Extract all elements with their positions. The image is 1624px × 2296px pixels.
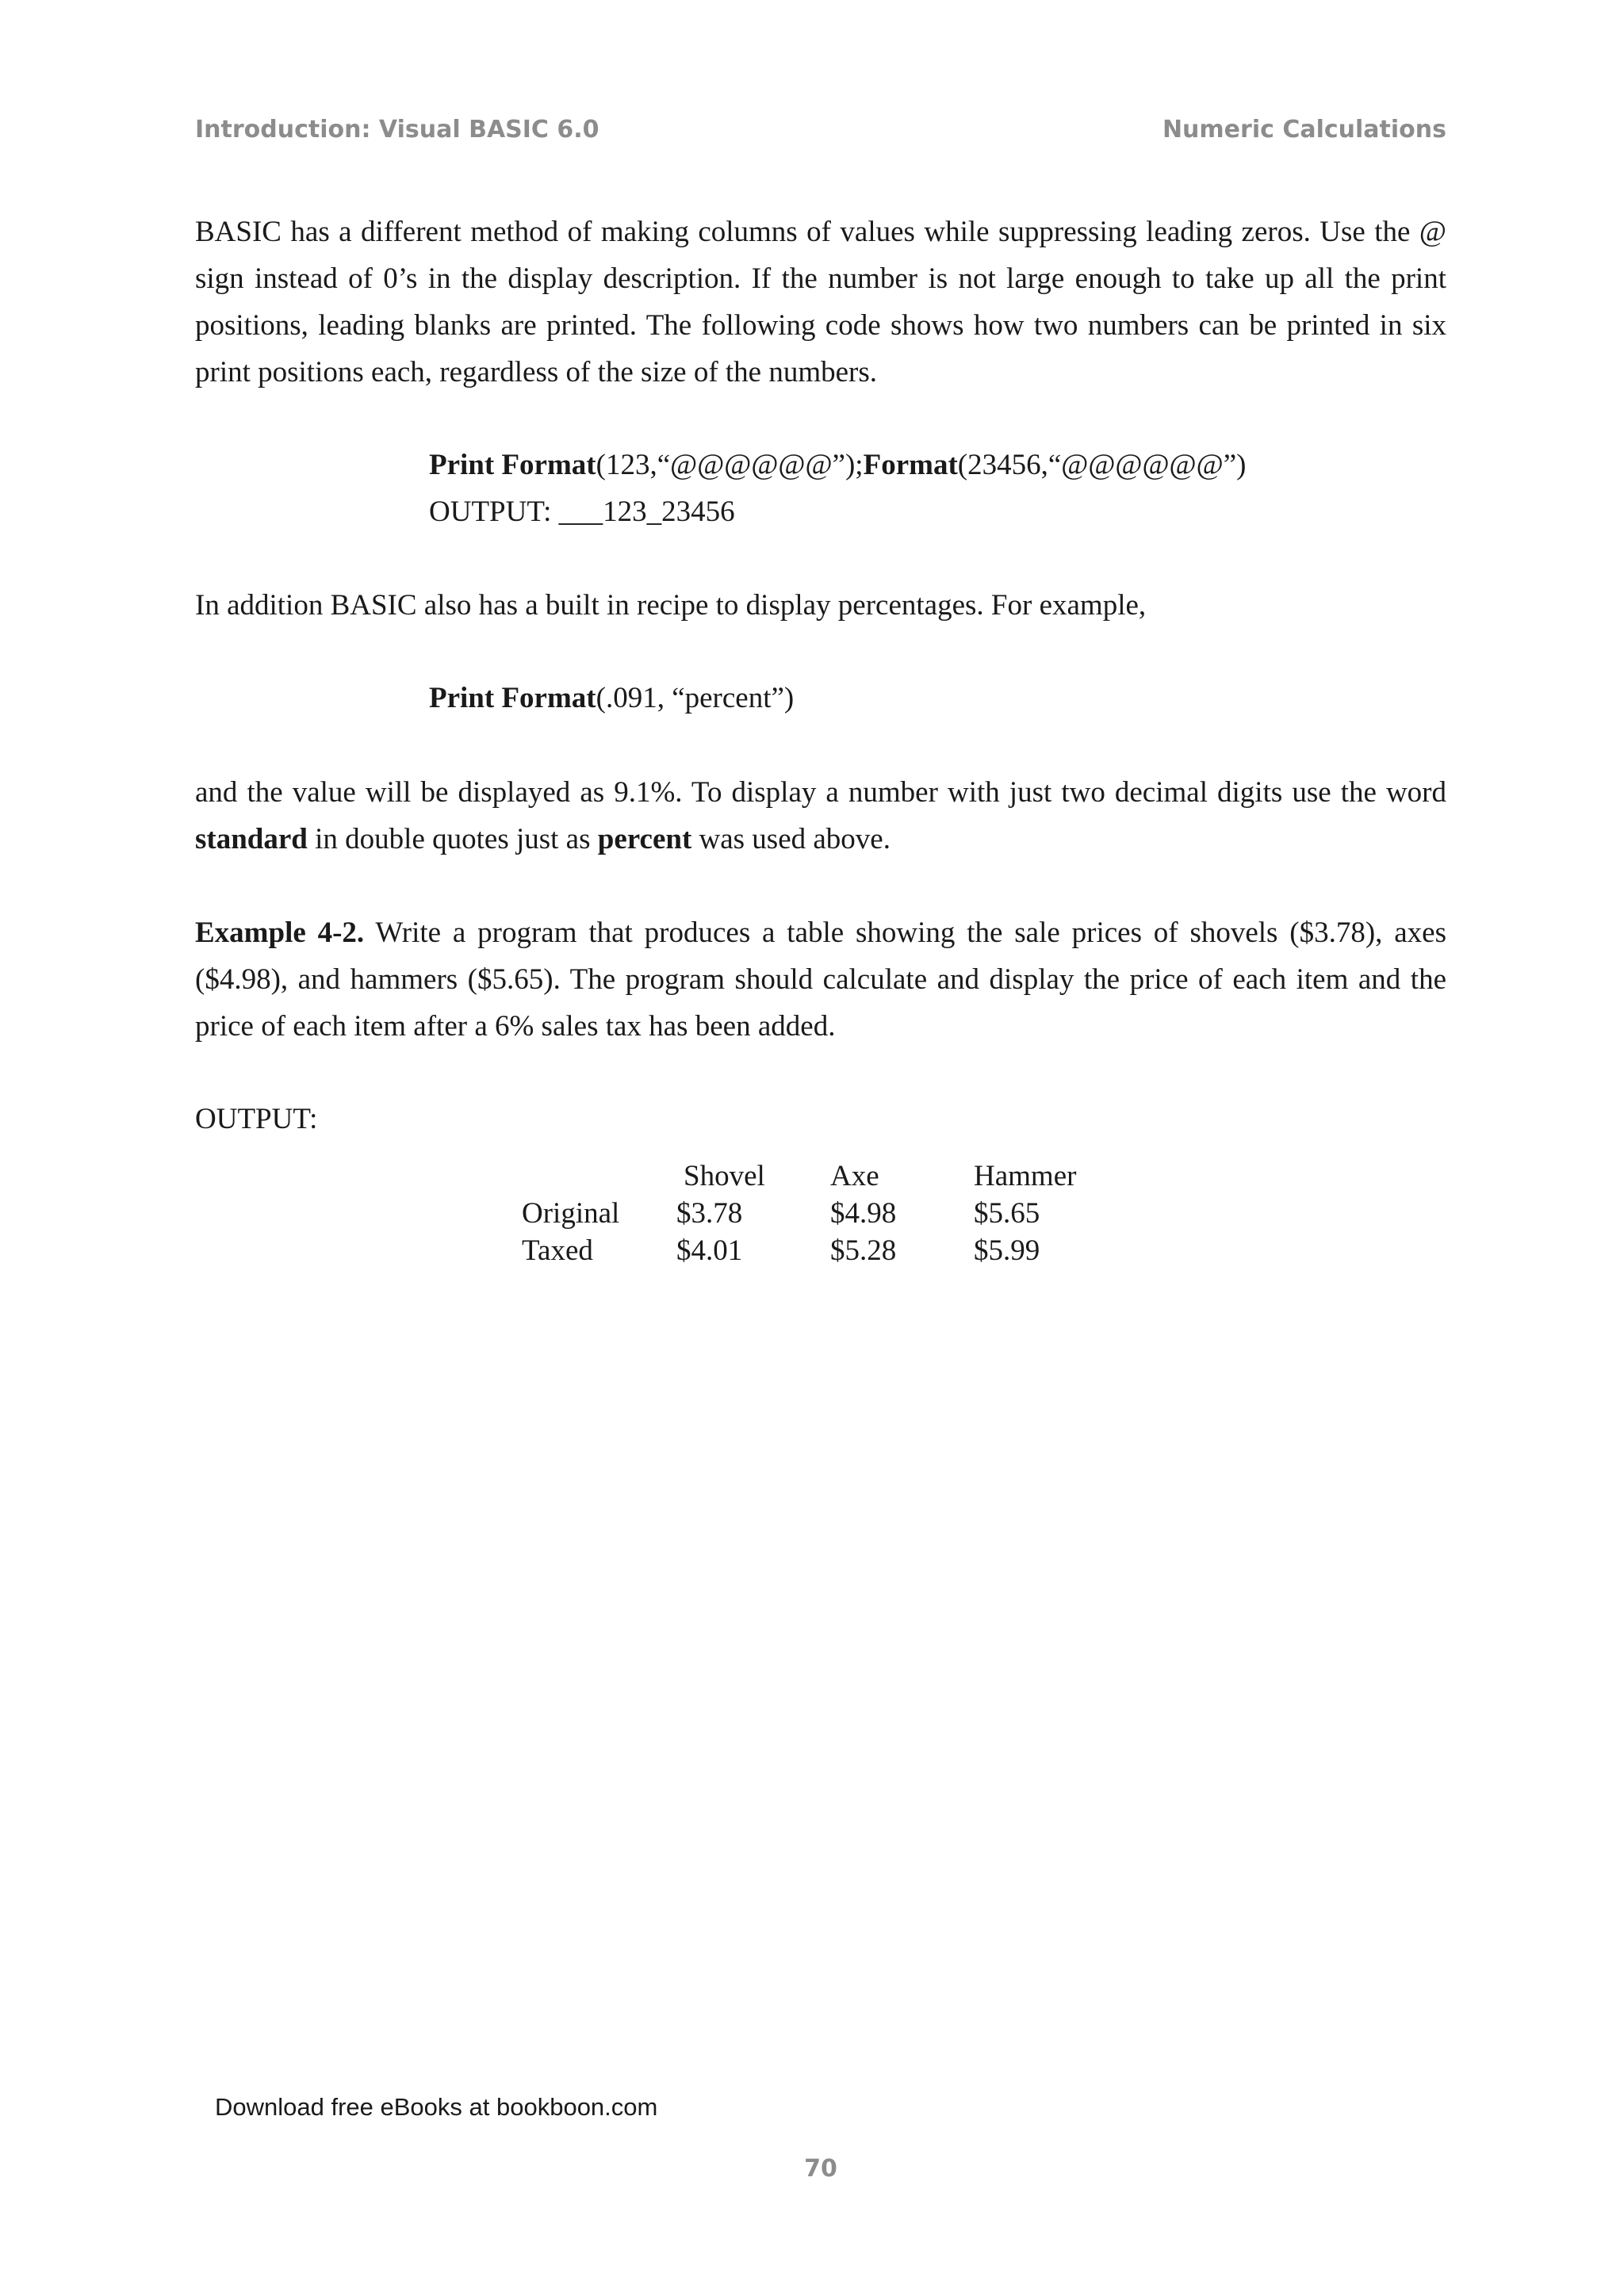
table-header-axe: Axe — [830, 1160, 879, 1192]
output-label: OUTPUT: — [195, 1103, 318, 1135]
keyword-percent: percent — [597, 823, 692, 855]
header-book-title: Introduction: Visual BASIC 6.0 — [195, 116, 599, 144]
paragraph-percentages: In addition BASIC also has a built in recipe to display percentages. For example, — [195, 589, 1147, 622]
keyword-standard: standard — [195, 823, 308, 855]
paragraph-standard-part1: and the value will be displayed as 9.1%. To display a number with just two decimal digits use the word — [195, 776, 1446, 809]
table-cell-taxed-hammer: $5.99 — [974, 1234, 1040, 1267]
footer-download-link[interactable]: Download free eBooks at bookboon.com — [215, 2093, 658, 2121]
code-keyword-print-format-2: Print Format — [429, 682, 596, 714]
example-label: Example 4-2. — [195, 916, 365, 949]
table-cell-taxed-shovel: $4.01 — [676, 1234, 743, 1267]
code-output-line: OUTPUT: ___123_23456 — [429, 496, 735, 528]
paragraph-leading-zeros: BASIC has a different method of making columns of values while suppressing leading zeros. Use the @ sign instead of 0’s in the display description. If the number is not large enough to take up all the print positions, leading blanks are printed. The following code shows how two numbers can be printed in six print positions each, regardless of the size of the numbers. — [195, 216, 1446, 388]
code-args-2: (23456,“@@@@@@”) — [957, 449, 1247, 481]
paragraph-standard — [195, 769, 1446, 863]
code-args-percent: (.091, “percent”) — [596, 682, 795, 714]
table-header-hammer: Hammer — [974, 1160, 1077, 1192]
code-keyword-format: Format — [863, 449, 958, 481]
table-row-label-taxed: Taxed — [522, 1234, 593, 1267]
page-number: 70 — [804, 2155, 837, 2183]
paragraph-standard-part3: was used above. — [691, 823, 891, 855]
example-paragraph — [195, 909, 1446, 1050]
page-header — [195, 116, 1446, 147]
code-args-1: (123,“@@@@@@”); — [596, 449, 864, 481]
table-header-shovel: Shovel — [684, 1160, 765, 1192]
example-text: Write a program that produces a table showing the sale prices of shovels ($3.78), axes ($4.98), and hammers ($5.65). The program should calculate and display the price of each item and the price of each item after a 6% sales tax has been added. — [195, 916, 1446, 1043]
code-keyword-print-format: Print Format — [429, 449, 596, 481]
table-cell-original-hammer: $5.65 — [974, 1197, 1040, 1230]
table-cell-taxed-axe: $5.28 — [830, 1234, 897, 1267]
code-format-example — [429, 442, 1246, 488]
table-row-label-original: Original — [522, 1197, 620, 1230]
paragraph-standard-part2: in double quotes just as — [307, 823, 598, 855]
table-cell-original-shovel: $3.78 — [676, 1197, 743, 1230]
table-cell-original-axe: $4.98 — [830, 1197, 897, 1230]
header-chapter-title: Numeric Calculations — [1162, 116, 1446, 144]
code-percent-example — [429, 675, 794, 721]
